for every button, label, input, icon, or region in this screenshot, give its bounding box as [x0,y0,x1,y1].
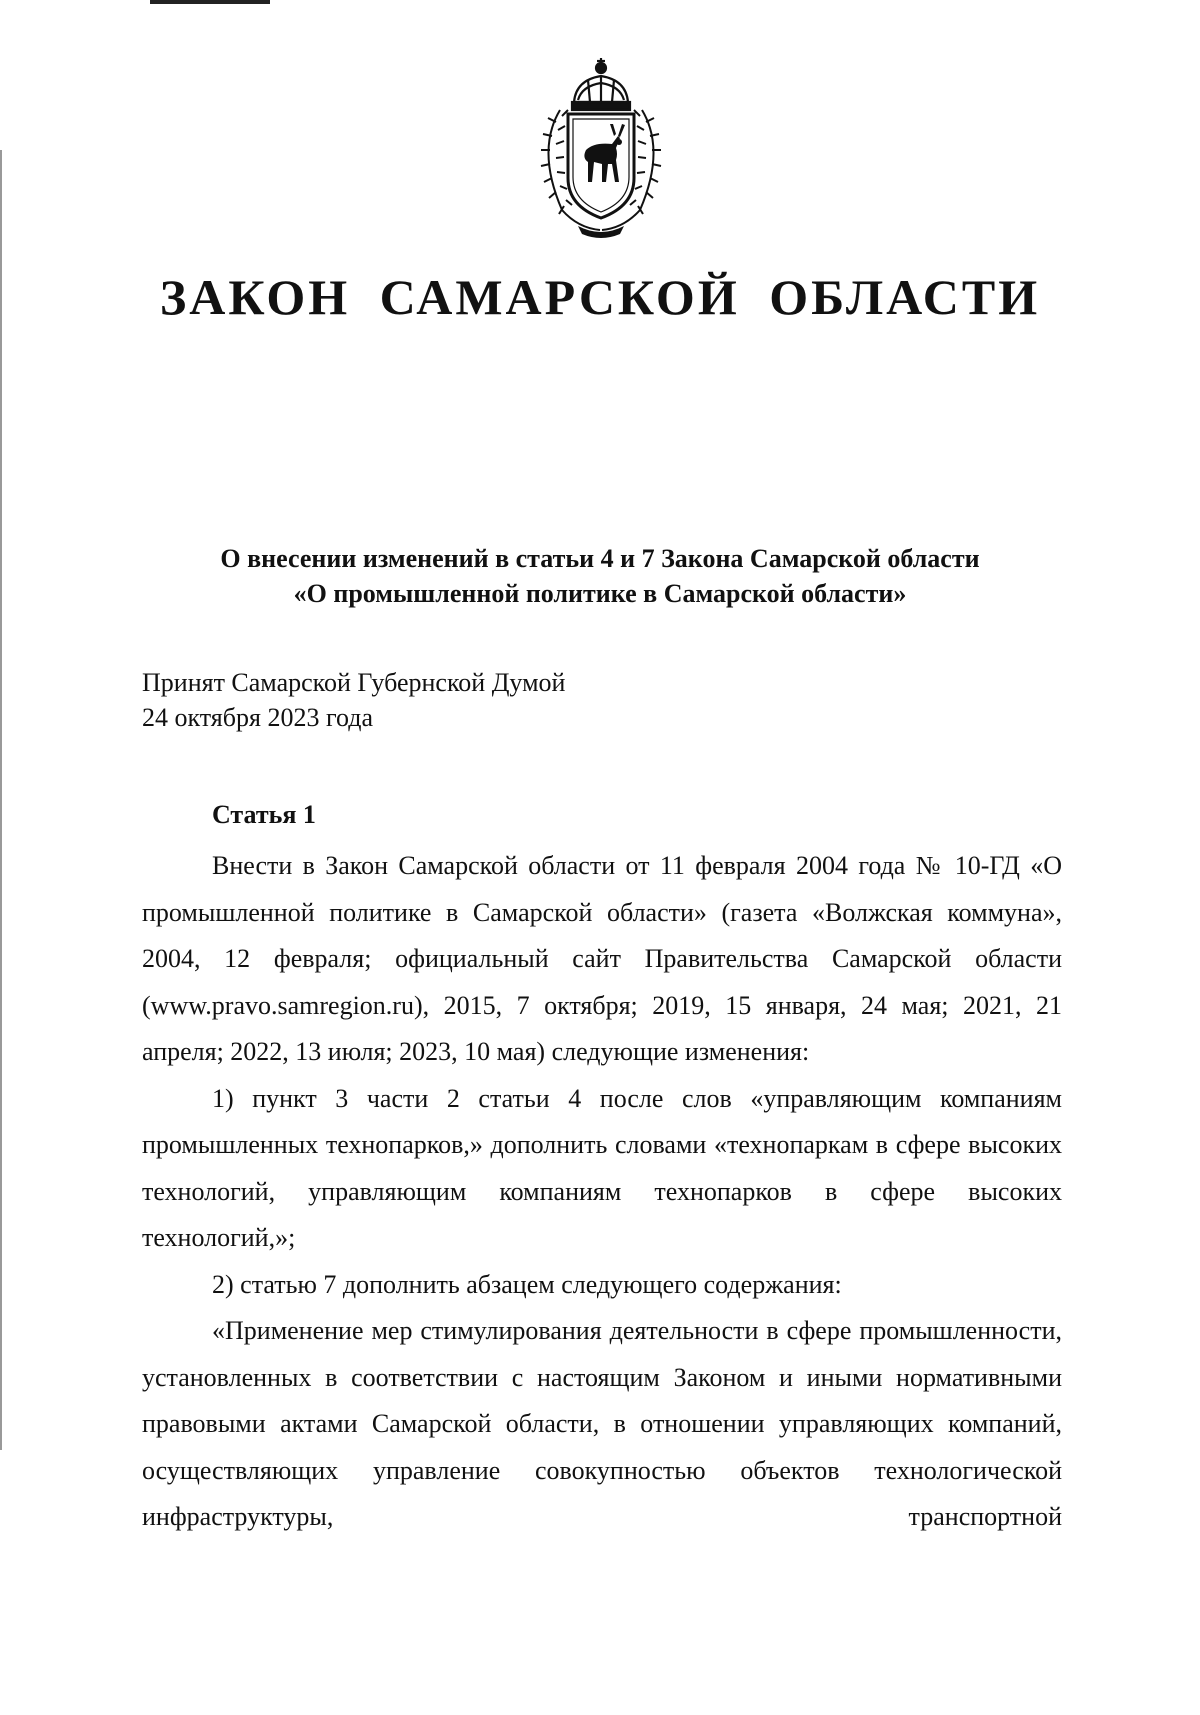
article-paragraph: «Применение мер стимулирования деятельности в сфере промышленности, установленных в соответствии с настоящим Законом и иными нормативными правовыми актами Самарской области, в отношении управляющих компаний, осуществляющих управление совокупностью объектов технологической инфраструктуры, транспортной [142,1316,1062,1531]
article-paragraph: 2) статью 7 дополнить абзацем следующего содержания: [212,1269,842,1299]
scan-artifact [150,0,270,4]
adopted-by: Принят Самарской Губернской Думой [142,668,566,697]
adoption-info [142,665,565,735]
article-paragraph: Внести в Закон Самарской области от 11 февраля 2004 года № 10-ГД «О промышленной политике в Самарской области» (газета «Волжская коммуна», 2004, 12 февраля; официальный сайт Правительства Самарской области (www.pravo.samregion.ru), 2015, 7 октября; 2019, 15 января, 24 мая; 2021, 21 апреля; 2022, 13 июля; 2023, 10 мая) следующие изменения: [142,851,1062,1066]
scan-artifact [0,150,2,1450]
article-paragraph: 1) пункт 3 части 2 статьи 4 после слов «управляющим компаниям промышленных технопарков,» дополнить словами «технопаркам в сфере высоких технологий, управляющим компаниям технопарков в сфере высоких технологий,»; [142,1083,1062,1252]
law-title: ЗАКОН САМАРСКОЙ ОБЛАСТИ [159,269,1041,325]
article-body [142,843,1062,1541]
law-subject [0,541,1200,611]
article-heading: Статья 1 [212,800,316,829]
adopted-date: 24 октября 2023 года [142,703,373,732]
law-subject-line: О внесении изменений в статьи 4 и 7 Закона Самарской области [220,544,980,573]
law-subject-line: «О промышленной политике в Самарской области» [293,579,907,608]
coat-of-arms-icon [516,50,686,240]
